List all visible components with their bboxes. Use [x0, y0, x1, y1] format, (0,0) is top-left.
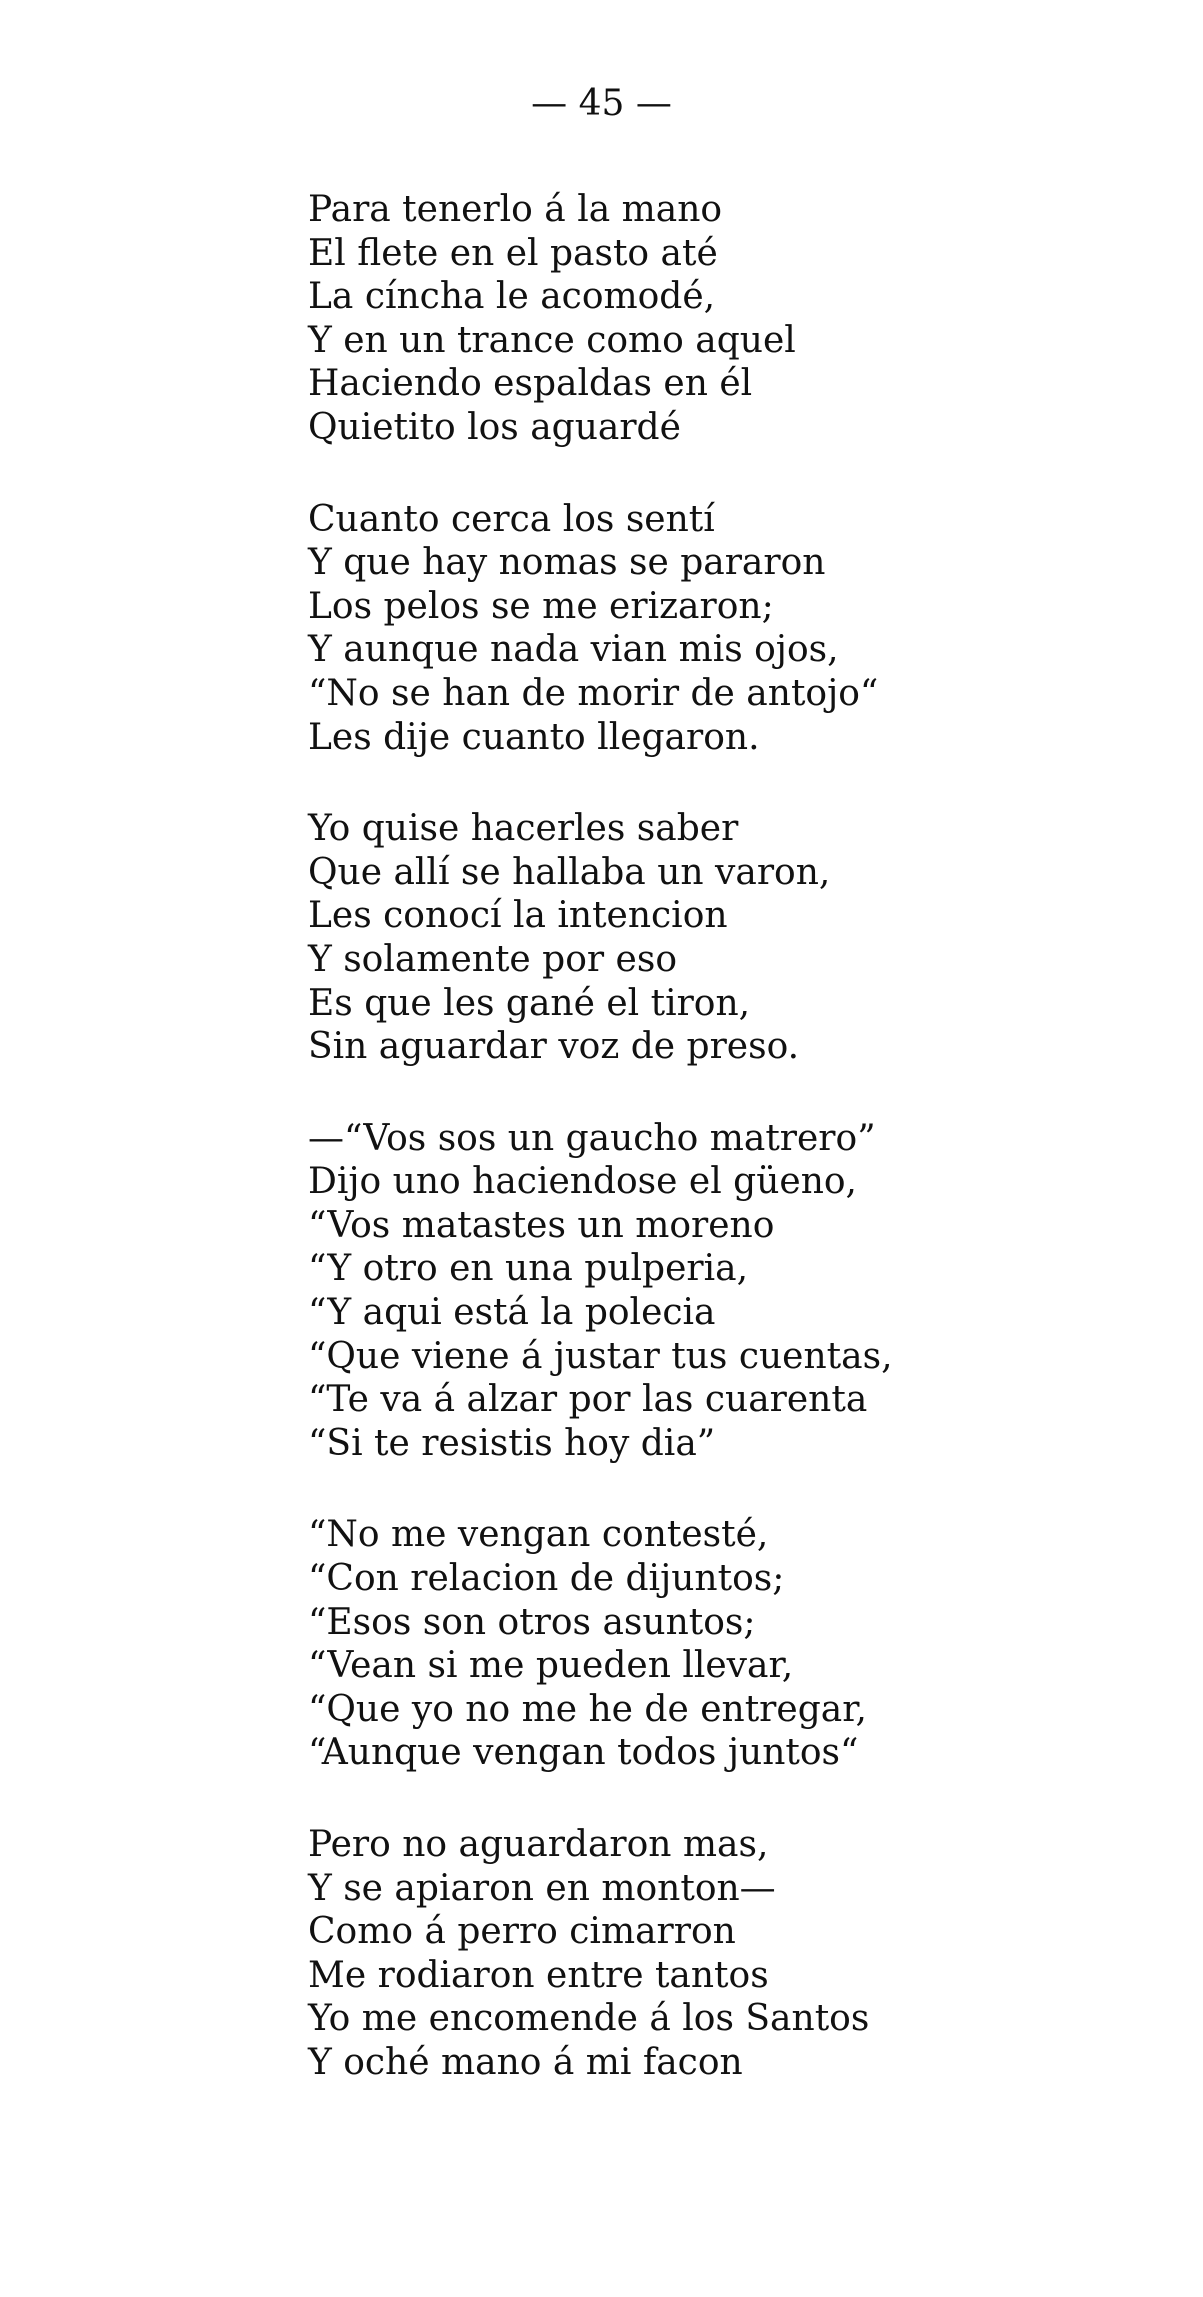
verse-line: Cuanto cerca los sentí: [308, 498, 715, 540]
verse-line: —“Vos sos un gaucho matrero”: [308, 1117, 876, 1159]
verse-line: El flete en el pasto até: [308, 232, 718, 274]
verse-line: Me rodiaron entre tantos: [308, 1954, 769, 1996]
verse-line: Y solamente por eso: [308, 938, 677, 980]
verse-line: “No se han de morir de antojo“: [308, 672, 879, 714]
verse-line: Dijo uno haciendose el güeno,: [308, 1161, 857, 1203]
verse-line: Sin aguardar voz de preso.: [308, 1026, 800, 1068]
verse-line: Y oché mano á mi facon: [308, 2041, 743, 2083]
verse-line: “Con relacion de dijuntos;: [308, 1558, 785, 1600]
verse-line: Les dije cuanto llegaron.: [308, 716, 760, 758]
verse-line: “Que yo no me he de entregar,: [308, 1688, 867, 1730]
stanza: [308, 1117, 928, 1466]
stanza: [308, 498, 928, 760]
verse-line: “Vean si me pueden llevar,: [308, 1645, 794, 1687]
stanza: [308, 807, 928, 1069]
verse-line: Y que hay nomas se pararon: [308, 542, 826, 584]
verse-line: “Vos matastes un moreno: [308, 1204, 775, 1246]
verse-line: “Que viene á justar tus cuentas,: [308, 1335, 893, 1377]
verse-line: Es que les gané el tiron,: [308, 982, 751, 1024]
verse-line: “Esos son otros asuntos;: [308, 1601, 756, 1643]
verse-line: “Te va á alzar por las cuarenta: [308, 1379, 868, 1421]
verse-line: Haciendo espaldas en él: [308, 363, 753, 405]
verse-line: “Aunque vengan todos juntos“: [308, 1732, 859, 1774]
verse-line: “No me vengan contesté,: [308, 1514, 769, 1556]
verse-line: “Si te resistis hoy dia”: [308, 1422, 716, 1464]
page-number: — 45 —: [531, 83, 672, 124]
verse-line: Yo quise hacerles saber: [308, 808, 739, 850]
stanza: [308, 188, 928, 450]
verse-line: “Y aqui está la polecia: [308, 1292, 716, 1334]
verse-line: Pero no aguardaron mas,: [308, 1824, 769, 1865]
verse-line: La cíncha le acomodé,: [308, 276, 716, 318]
verse-line: Como á perro cimarron: [308, 1911, 736, 1953]
verse-line: Yo me encomende á los Santos: [308, 1998, 870, 2040]
verse-line: Les conocí la intencion: [308, 895, 728, 937]
verse-line: Que allí se hallaba un varon,: [308, 851, 831, 893]
stanza: [308, 1513, 928, 1775]
stanza: [308, 1823, 928, 2085]
verse-line: Y se apiaron en monton—: [308, 1867, 776, 1909]
verse-line: Los pelos se me erizaron;: [308, 585, 774, 627]
verse-line: Y aunque nada vian mis ojos,: [308, 629, 839, 671]
poem: [308, 188, 928, 2133]
verse-line: Y en un trance como aquel: [308, 319, 796, 361]
verse-line: “Y otro en una pulperia,: [308, 1248, 749, 1290]
verse-line: Para tenerlo á la mano: [308, 189, 723, 230]
verse-line: Quietito los aguardé: [308, 406, 681, 448]
